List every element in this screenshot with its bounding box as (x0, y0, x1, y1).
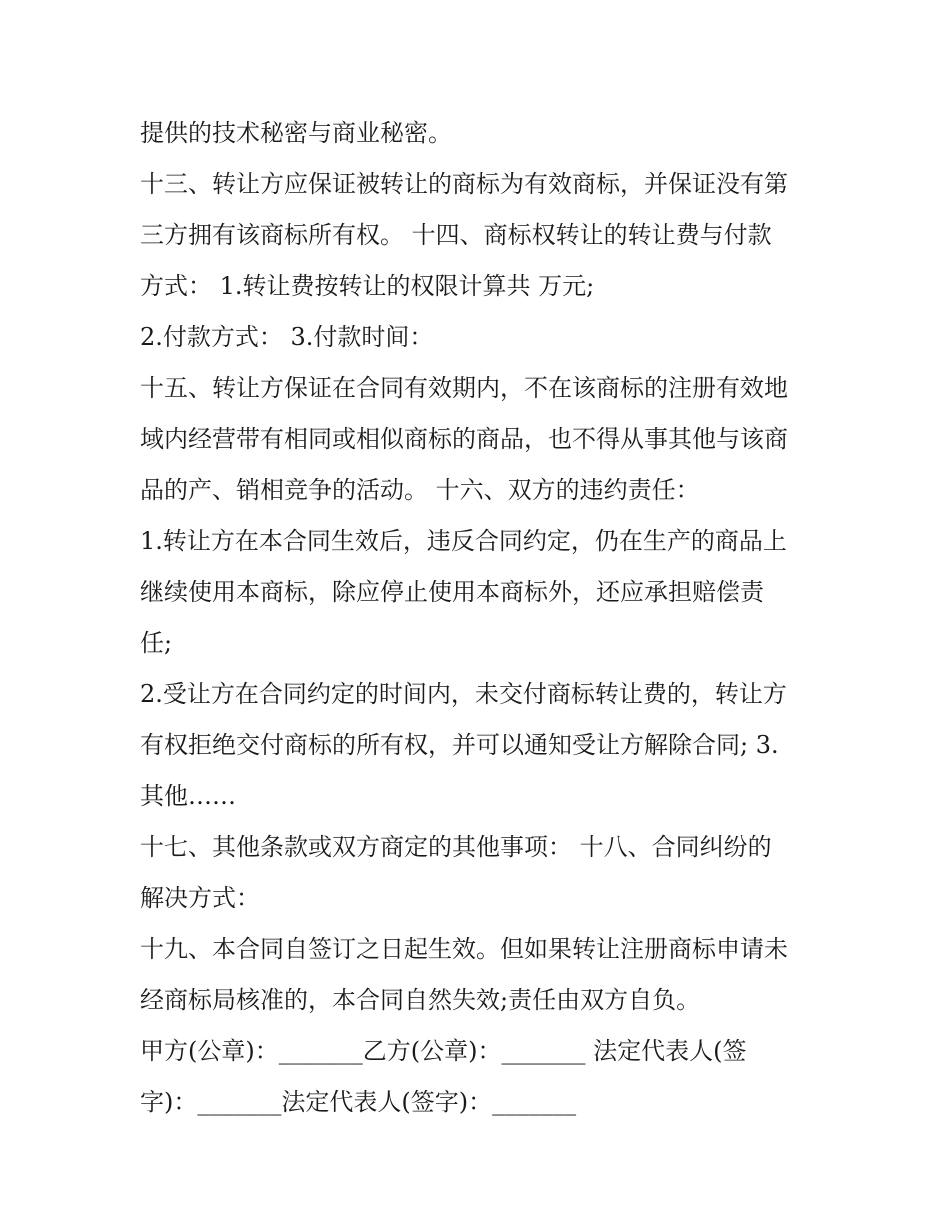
text-line: 解决方式： (140, 884, 260, 912)
text-line: 提供的技术秘密与商业秘密。 (140, 119, 452, 147)
contract-text (140, 108, 830, 1128)
text-line: 十三、转让方应保证被转让的商标为有效商标，并保证没有第 (140, 170, 788, 198)
text-line: 十五、转让方保证在合同有效期内，不在该商标的注册有效地 (140, 374, 788, 402)
signature-line: 甲方(公章)：_______乙方(公章)：_______ 法定代表人(签 (140, 1037, 747, 1065)
text-line: 十七、其他条款或双方商定的其他事项： 十八、合同纠纷的 (140, 833, 772, 861)
text-line: 三方拥有该商标所有权。 十四、商标权转让的转让费与付款 (140, 221, 772, 249)
text-line: 域内经营带有相同或相似商标的商品，也不得从事其他与该商 (140, 425, 788, 453)
text-line: 1.转让方在本合同生效后，违反合同约定，仍在生产的商品上 (140, 527, 787, 555)
text-line: 十九、本合同自签订之日起生效。但如果转让注册商标申请未 (140, 935, 788, 963)
text-line: 其他…… (140, 782, 236, 810)
text-line: 有权拒绝交付商标的所有权，并可以通知受让方解除合同; 3. (140, 731, 779, 759)
text-line: 品的产、销相竞争的活动。 十六、双方的违约责任： (140, 476, 700, 504)
text-line: 任; (140, 629, 173, 657)
text-line: 2.受让方在合同约定的时间内，未交付商标转让费的，转让方 (140, 680, 787, 708)
text-line: 方式： 1.转让费按转让的权限计算共 万元; (140, 272, 595, 300)
text-line: 2.付款方式： 3.付款时间： (140, 323, 434, 351)
signature-line: 字)：_______法定代表人(签字)：_______ (140, 1088, 577, 1116)
text-line: 继续使用本商标，除应停止使用本商标外，还应承担赔偿责 (140, 578, 764, 606)
text-line: 经商标局核准的，本合同自然失效;责任由双方自负。 (140, 986, 701, 1014)
